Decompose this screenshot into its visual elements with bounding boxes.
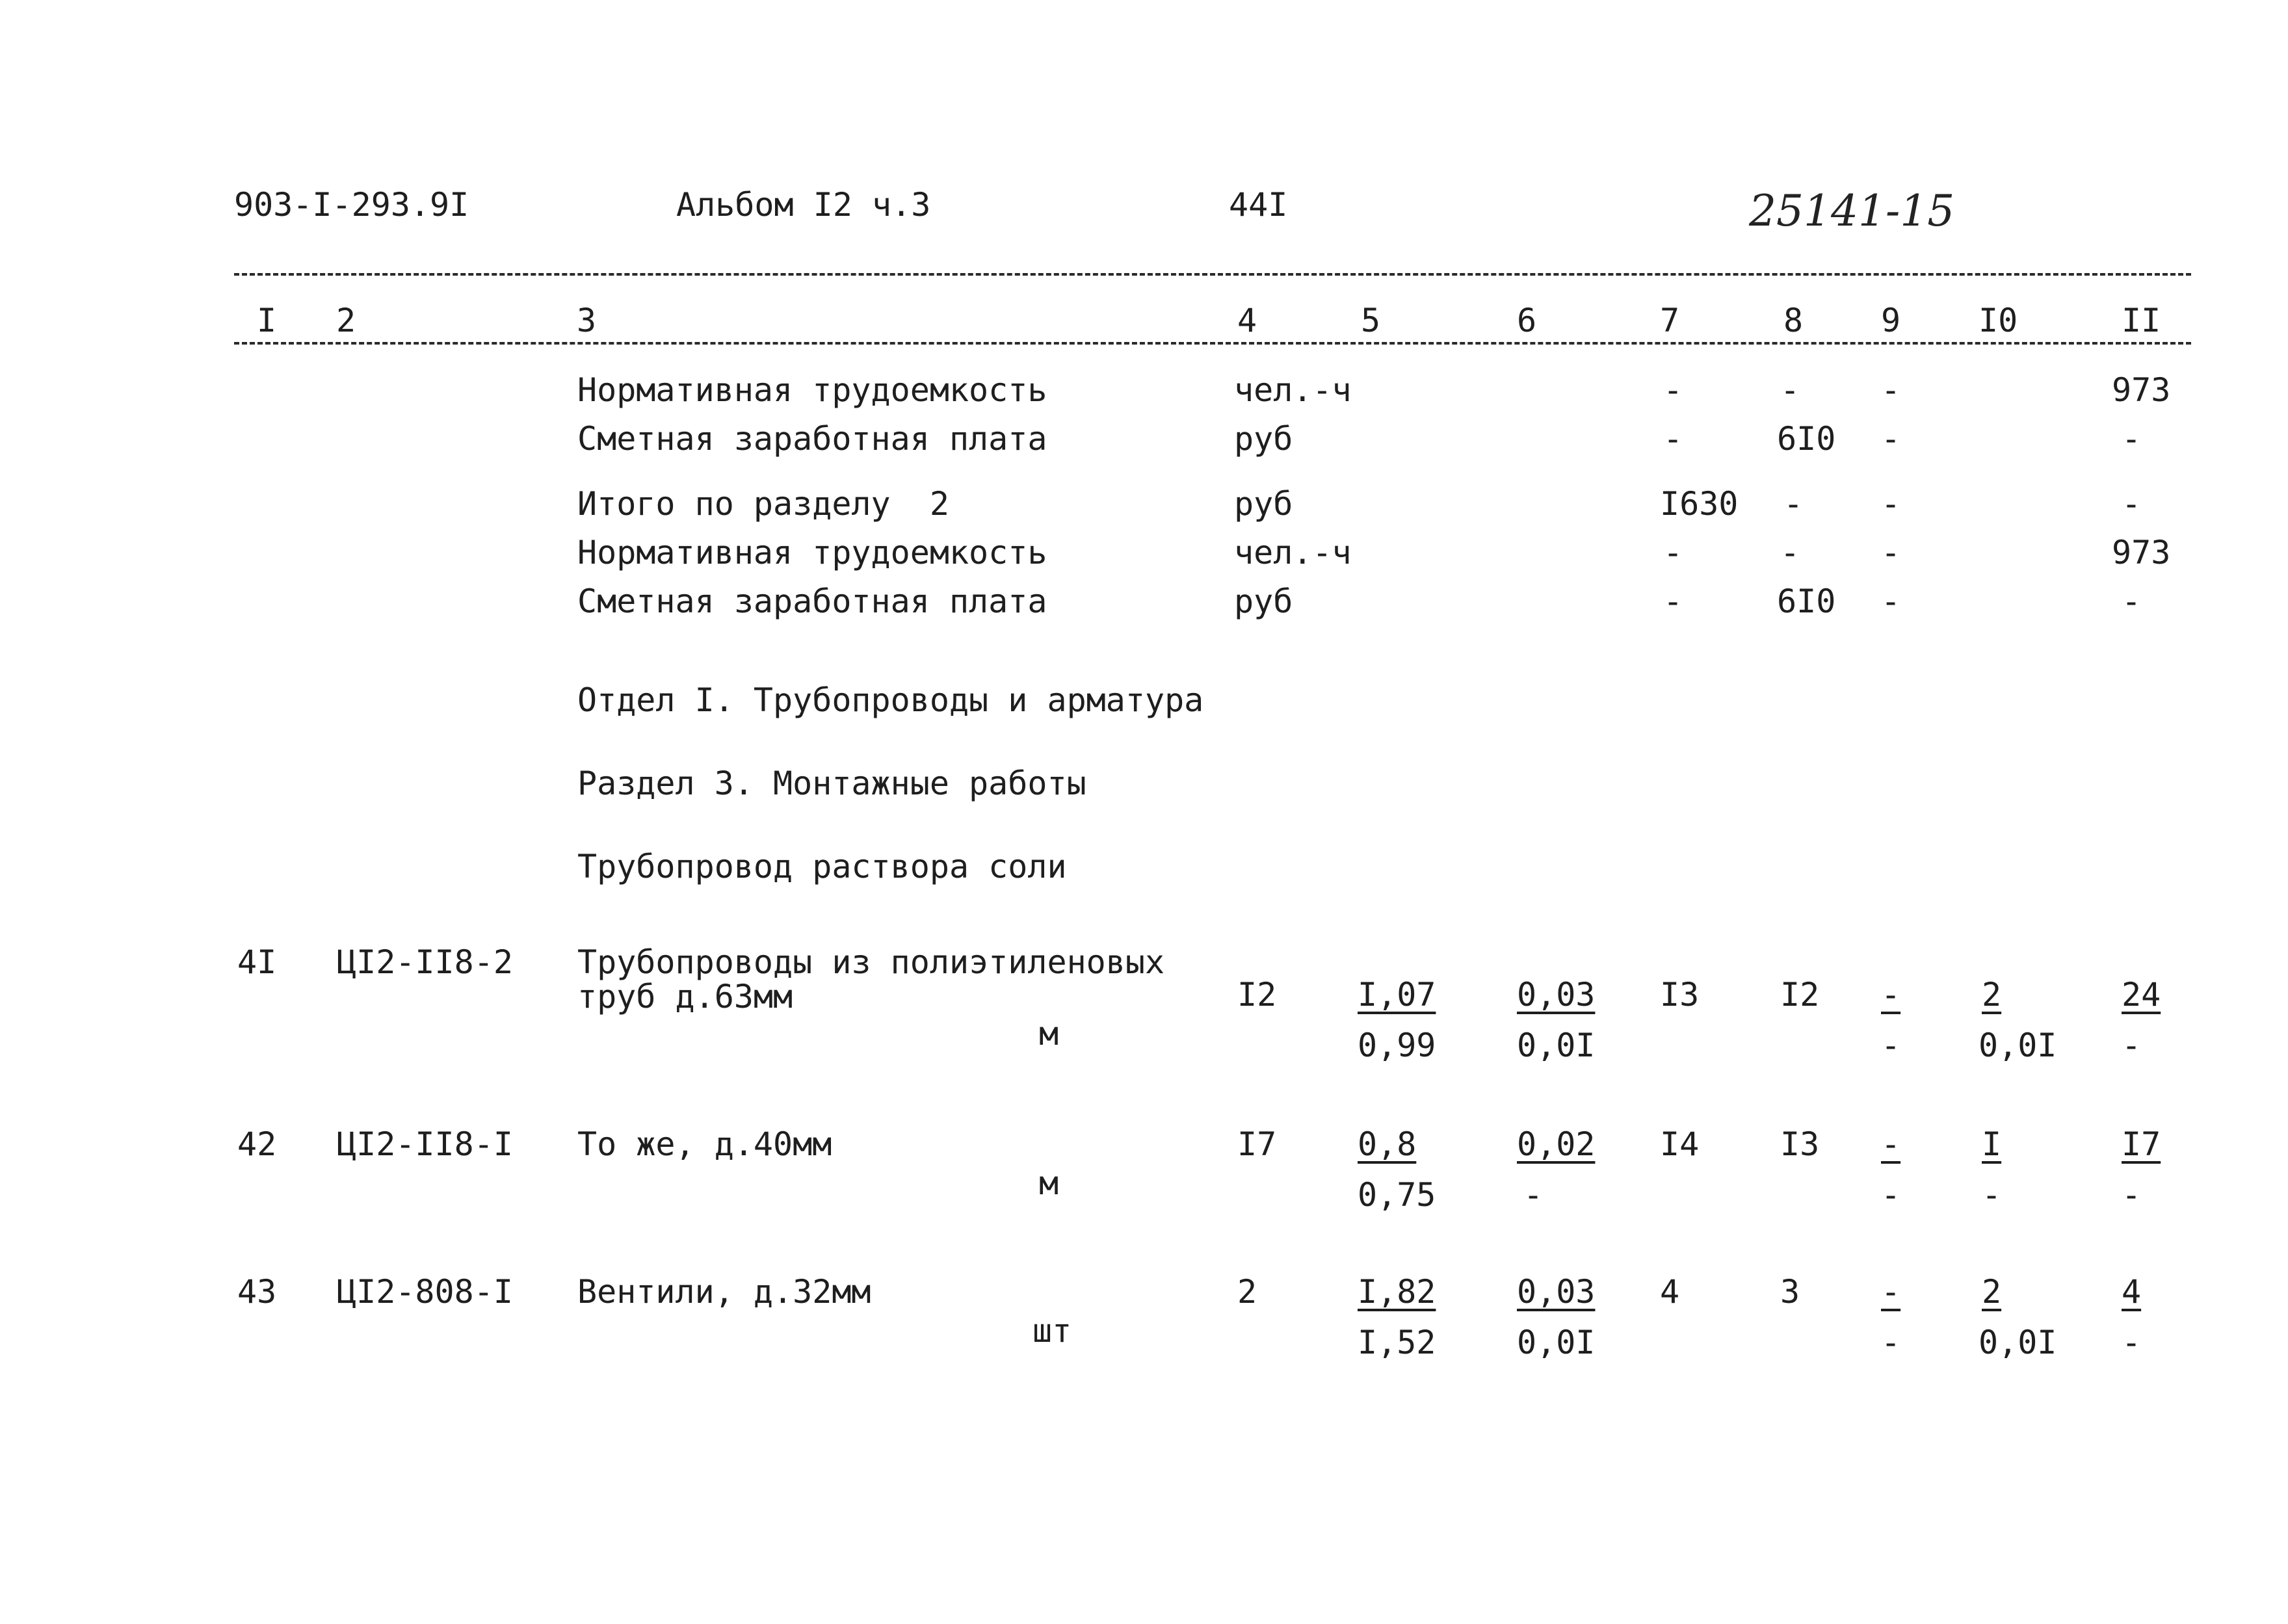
col9-top: - — [1881, 1125, 1901, 1163]
col9-bottom: - — [1881, 1176, 1901, 1214]
summary-unit: чел.-ч — [1234, 371, 1352, 409]
col8: I2 — [1780, 976, 1820, 1014]
item-name-continued: труб д.63мм — [577, 978, 793, 1015]
summary-col8: - — [1783, 485, 1804, 523]
col5-bottom: 0,99 — [1358, 1027, 1436, 1064]
item-number: 42 — [237, 1125, 277, 1163]
item-quantity: 2 — [1237, 1273, 1257, 1311]
item-quantity: I7 — [1237, 1125, 1277, 1163]
col5-bottom: I,52 — [1358, 1324, 1436, 1361]
summary-name: Итого по разделу 2 — [577, 485, 949, 523]
department-heading: Отдел I. Трубопроводы и арматура — [577, 681, 1204, 719]
column-header-5: 5 — [1361, 302, 1381, 339]
summary-col11: - — [2122, 420, 2142, 458]
summary-name: Нормативная трудоемкость — [577, 534, 1047, 571]
col9-bottom: - — [1881, 1324, 1901, 1361]
col9-top: - — [1881, 976, 1901, 1014]
summary-unit: чел.-ч — [1234, 534, 1352, 571]
column-header-9: 9 — [1881, 302, 1901, 339]
item-unit: шт — [1032, 1312, 1072, 1350]
top-dashed-rule — [234, 273, 2191, 276]
page-number: 44I — [1229, 186, 1288, 224]
col8: 3 — [1780, 1273, 1800, 1311]
col11-bottom: - — [2122, 1027, 2142, 1064]
summary-col7: - — [1663, 371, 1683, 409]
summary-name: Нормативная трудоемкость — [577, 371, 1047, 409]
summary-col9: - — [1881, 534, 1901, 571]
item-code: ЦI2-II8-2 — [337, 943, 513, 981]
summary-col9: - — [1881, 583, 1901, 620]
summary-col8: - — [1780, 534, 1800, 571]
document-code: 903-I-293.9I — [234, 186, 469, 224]
summary-col9: - — [1881, 485, 1901, 523]
col6-top: 0,02 — [1517, 1125, 1596, 1163]
item-code: ЦI2-II8-I — [337, 1125, 513, 1163]
column-header-6: 6 — [1517, 302, 1537, 339]
col5-top: 0,8 — [1358, 1125, 1417, 1163]
col11-top: I7 — [2122, 1125, 2161, 1163]
summary-unit: руб — [1234, 420, 1293, 458]
item-unit: м — [1039, 1015, 1059, 1053]
summary-col11: - — [2122, 583, 2142, 620]
section-heading: Раздел 3. Монтажные работы — [577, 765, 1086, 802]
col10-bottom: 0,0I — [1979, 1324, 2057, 1361]
item-name: Трубопроводы из полиэтиленовых — [577, 943, 1165, 981]
item-unit: м — [1039, 1164, 1059, 1202]
col6-bottom: 0,0I — [1517, 1027, 1596, 1064]
column-header-3: 3 — [577, 302, 597, 339]
item-number: 43 — [237, 1273, 277, 1311]
col8: I3 — [1780, 1125, 1820, 1163]
album-label: Альбом I2 ч.3 — [676, 186, 931, 224]
summary-col7: - — [1663, 534, 1683, 571]
col11-top: 24 — [2122, 976, 2161, 1014]
col10-top: 2 — [1982, 976, 2002, 1014]
col6-bottom: 0,0I — [1517, 1324, 1596, 1361]
handwritten-number: 25141-15 — [1749, 186, 1955, 236]
item-name: Вентили, д.32мм — [577, 1273, 871, 1311]
item-name: То же, д.40мм — [577, 1125, 832, 1163]
item-number: 4I — [237, 943, 277, 981]
summary-col8: - — [1780, 371, 1800, 409]
summary-col8: 6I0 — [1777, 420, 1836, 458]
summary-name: Сметная заработная плата — [577, 420, 1047, 458]
summary-col7: - — [1663, 583, 1683, 620]
column-header-10: I0 — [1979, 302, 2018, 339]
col7: 4 — [1660, 1273, 1680, 1311]
summary-col11: - — [2122, 485, 2142, 523]
column-header-4: 4 — [1237, 302, 1257, 339]
summary-col7: - — [1663, 420, 1683, 458]
item-quantity: I2 — [1237, 976, 1277, 1014]
item-code: ЦI2-808-I — [337, 1273, 513, 1311]
summary-col8: 6I0 — [1777, 583, 1836, 620]
summary-col11: 973 — [2112, 534, 2171, 571]
column-header-7: 7 — [1660, 302, 1680, 339]
col5-top: I,82 — [1358, 1273, 1436, 1311]
subsection-heading: Трубопровод раствора соли — [577, 848, 1067, 885]
col10-bottom: - — [1982, 1176, 2002, 1214]
col6-top: 0,03 — [1517, 1273, 1596, 1311]
summary-col9: - — [1881, 420, 1901, 458]
summary-col7: I630 — [1660, 485, 1739, 523]
column-header-2: 2 — [336, 302, 356, 339]
summary-unit: руб — [1234, 583, 1293, 620]
col9-bottom: - — [1881, 1027, 1901, 1064]
header-dashed-rule — [234, 342, 2191, 345]
col11-bottom: - — [2122, 1176, 2142, 1214]
col6-top: 0,03 — [1517, 976, 1596, 1014]
col9-top: - — [1881, 1273, 1901, 1311]
col11-bottom: - — [2122, 1324, 2142, 1361]
summary-name: Сметная заработная плата — [577, 583, 1047, 620]
col5-top: I,07 — [1358, 976, 1436, 1014]
col5-bottom: 0,75 — [1358, 1176, 1436, 1214]
summary-col11: 973 — [2112, 371, 2171, 409]
col10-top: 2 — [1982, 1273, 2002, 1311]
col6-bottom: - — [1523, 1176, 1544, 1214]
column-header-1: I — [257, 302, 277, 339]
col10-top: I — [1982, 1125, 2002, 1163]
column-header-11: II — [2122, 302, 2161, 339]
summary-unit: руб — [1234, 485, 1293, 523]
column-header-8: 8 — [1783, 302, 1804, 339]
summary-col9: - — [1881, 371, 1901, 409]
col7: I3 — [1660, 976, 1700, 1014]
col11-top: 4 — [2122, 1273, 2142, 1311]
col10-bottom: 0,0I — [1979, 1027, 2057, 1064]
col7: I4 — [1660, 1125, 1700, 1163]
